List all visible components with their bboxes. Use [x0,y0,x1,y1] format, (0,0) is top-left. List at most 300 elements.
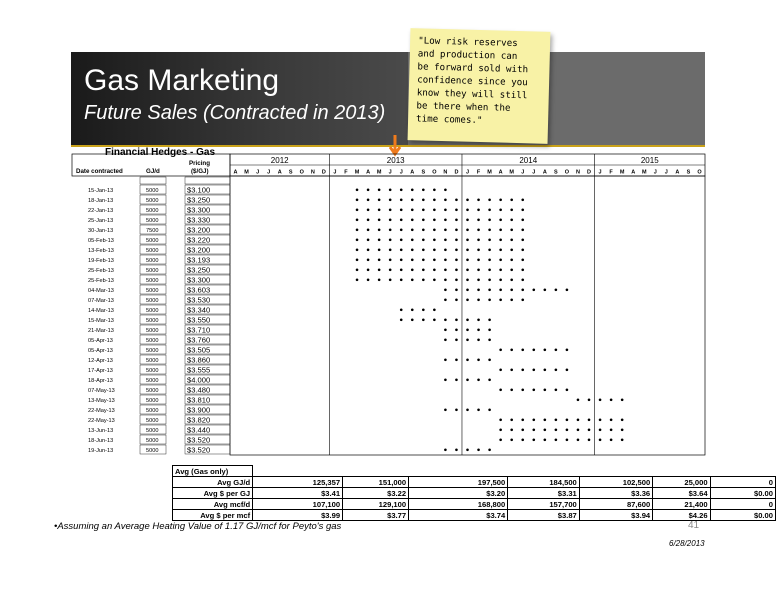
gjd-value: 5000 [146,268,159,274]
hedge-dot [367,279,370,282]
price-value: $3.530 [187,295,211,305]
month-label: A [675,169,680,176]
hedge-dot [444,199,447,202]
hedge-dot [588,419,591,422]
hedge-dot [532,289,535,292]
hedge-dot [356,279,359,282]
hedge-dot [466,229,469,232]
hedge-dot [499,299,502,302]
hedge-dot [433,309,436,312]
summary-row [173,499,776,510]
hedge-dot [566,289,569,292]
hedge-dot [499,429,502,432]
hedge-dot [444,209,447,212]
hedge-dot [400,209,403,212]
hedge-dot [477,289,480,292]
hedge-dot [367,209,370,212]
price-value: $3.810 [187,395,211,405]
hedge-dot [510,199,513,202]
hedge-dot [455,209,458,212]
hedge-dot [499,269,502,272]
month-label: A [277,169,282,176]
hedge-dot [521,279,524,282]
hedge-dot [444,379,447,382]
month-label: O [299,169,304,176]
hedge-dot [466,259,469,262]
col-header-pricing-unit: ($/GJ) [191,168,209,175]
gjd-value: 5000 [146,258,159,264]
hedge-dot [477,379,480,382]
hedge-dot [367,249,370,252]
summary-value: 102,500 [579,477,652,488]
table-title: Financial Hedges - Gas [105,147,216,158]
hedge-dot [389,269,392,272]
summary-value: $0.00 [710,510,775,521]
month-label: A [498,169,503,176]
hedge-dot [433,249,436,252]
summary-value: 107,100 [253,499,343,510]
hedge-dot [555,289,558,292]
page-subtitle: Future Sales (Contracted in 2013) [84,102,386,124]
hedge-dot [466,289,469,292]
month-label: J [388,169,392,176]
hedge-dot [466,209,469,212]
month-label: M [487,169,492,176]
hedge-dot [455,229,458,232]
date-cell: 15-Jan-13 [88,188,114,194]
summary-value: $0.00 [710,488,775,499]
hedge-dot [422,259,425,262]
hedge-dot [588,439,591,442]
hedge-dot [488,409,491,412]
hedge-dot [610,399,613,402]
hedge-dot [444,229,447,232]
hedge-dot [510,229,513,232]
hedge-dot [378,229,381,232]
hedge-dot [433,239,436,242]
hedge-dot [411,209,414,212]
hedge-dot [610,439,613,442]
hedge-dot [510,289,513,292]
hedge-dot [532,419,535,422]
gjd-value: 5000 [146,358,159,364]
month-label: O [697,169,702,176]
hedge-dot [455,409,458,412]
month-label: M [619,169,625,176]
hedge-dot [521,419,524,422]
price-value: $4.000 [187,375,211,385]
hedge-dot [599,419,602,422]
hedge-dot [422,269,425,272]
month-label: O [432,169,437,176]
month-label: D [454,169,459,176]
date-cell: 19-Feb-13 [88,258,114,264]
hedge-dot [389,209,392,212]
hedge-dot [367,189,370,192]
hedge-dot [444,299,447,302]
hedge-dot [499,279,502,282]
hedge-dot [499,389,502,392]
hedge-dot [510,209,513,212]
hedge-dot [389,189,392,192]
month-label: S [421,169,426,176]
summary-row [173,477,776,488]
hedge-dot [477,269,480,272]
summary-heading-row [173,466,776,477]
hedge-dot [400,279,403,282]
month-label: A [542,169,547,176]
hedge-dot [422,189,425,192]
hedge-dot [400,239,403,242]
price-value: $3.900 [187,405,211,415]
hedge-dot [477,339,480,342]
summary-value: $3.22 [343,488,409,499]
summary-value: $3.36 [579,488,652,499]
hedge-dot [499,259,502,262]
month-label: J [664,169,668,176]
hedge-dot [433,279,436,282]
summary-value: $3.99 [253,510,343,521]
summary-value: $3.87 [508,510,580,521]
month-label: J [399,169,403,176]
hedge-dot [555,389,558,392]
month-label: F [476,169,481,176]
hedge-dot [566,389,569,392]
hedge-dot [466,319,469,322]
hedge-dot [521,269,524,272]
gjd-value: 5000 [146,188,159,194]
month-label: J [532,169,536,176]
hedge-dot [422,309,425,312]
hedge-dot [444,449,447,452]
month-label: D [321,169,326,176]
hedge-dot [588,399,591,402]
hedge-dot [466,299,469,302]
hedge-dot [378,209,381,212]
price-value: $3.250 [187,265,211,275]
summary-value: 151,000 [343,477,409,488]
gjd-value: 5000 [146,318,159,324]
grid-body-box [230,176,705,455]
summary-value: 184,500 [508,477,580,488]
hedge-dot [621,399,624,402]
hedge-dot [488,319,491,322]
hedge-dot [466,239,469,242]
month-label: A [410,169,415,176]
hedge-dot [521,369,524,372]
hedge-dot [466,329,469,332]
hedge-dot [488,269,491,272]
price-value: $3.710 [187,325,211,335]
month-label: J [521,169,525,176]
hedge-dot [411,229,414,232]
hedge-dot [488,359,491,362]
date-cell: 30-Jan-13 [88,228,114,234]
month-label: A [366,169,371,176]
date-cell: 18-Jun-13 [88,438,114,444]
summary-heading: Avg (Gas only) [173,466,253,477]
hedge-dot [499,419,502,422]
hedge-dot [510,249,513,252]
summary-value: 197,500 [409,477,508,488]
hedge-dot [356,249,359,252]
hedge-dot [455,329,458,332]
summary-value: 0 [710,477,775,488]
hedge-dot [510,299,513,302]
date-cell: 25-Feb-13 [88,278,114,284]
hedge-dot [499,249,502,252]
hedge-dot [466,379,469,382]
hedge-dot [577,419,580,422]
date-cell: 04-Mar-13 [88,288,114,294]
hedge-dot [400,189,403,192]
hedge-dot [378,259,381,262]
hedge-dot [477,249,480,252]
hedge-dot [367,199,370,202]
hedge-dot [455,319,458,322]
hedge-dot [510,439,513,442]
gjd-header-spacer [140,177,166,184]
hedge-dot [389,229,392,232]
summary-value: 129,100 [343,499,409,510]
date-cell: 07-Mar-13 [88,298,114,304]
month-label: J [598,169,602,176]
month-label: A [233,169,238,176]
hedge-dot [411,259,414,262]
page-title: Gas Marketing [84,64,280,97]
summary-value: 87,600 [579,499,652,510]
hedge-dot [356,229,359,232]
gjd-value: 5000 [146,278,159,284]
hedge-dot [444,219,447,222]
hedge-dot [477,199,480,202]
date-cell: 07-May-13 [88,388,115,394]
hedge-dot [544,429,547,432]
hedge-dot [488,249,491,252]
hedge-dot [422,219,425,222]
price-value: $3.555 [187,365,211,375]
hedge-dot [488,279,491,282]
hedge-dot [400,229,403,232]
hedge-dot [466,339,469,342]
price-value: $3.340 [187,305,211,315]
hedge-dot [499,199,502,202]
hedge-dot [356,269,359,272]
page-number: 41 [688,520,700,531]
hedge-dot [389,259,392,262]
date-cell: 22-May-13 [88,408,115,414]
summary-value: $3.77 [343,510,409,521]
hedge-dot [488,449,491,452]
date-cell: 05-Feb-13 [88,238,114,244]
hedge-dot [411,219,414,222]
hedge-dot [455,199,458,202]
hedge-dot [510,219,513,222]
hedge-dot [400,269,403,272]
price-value: $3.760 [187,335,211,345]
date-cell: 22-Jan-13 [88,208,114,214]
hedge-dot [433,219,436,222]
hedge-dot [389,249,392,252]
hedge-dot [510,389,513,392]
hedge-dot [444,259,447,262]
hedge-dot [532,439,535,442]
hedge-dot [356,239,359,242]
hedge-dot [455,269,458,272]
hedge-dot [466,199,469,202]
month-label: F [609,169,613,176]
hedge-dot [455,339,458,342]
hedge-dot [378,189,381,192]
hedge-dot [400,319,403,322]
hedge-dot [411,279,414,282]
summary-value: 168,800 [409,499,508,510]
hedge-dot [477,449,480,452]
hedge-dot [621,419,624,422]
hedge-dot [455,279,458,282]
month-label: F [344,169,348,176]
hedge-dot [477,329,480,332]
price-value: $3.250 [187,195,211,205]
price-value: $3.550 [187,315,211,325]
date-cell: 05-Apr-13 [88,338,113,344]
summary-value: $3.64 [653,488,710,499]
hedge-dot [367,259,370,262]
gjd-value: 5000 [146,408,159,414]
month-label: M [509,169,514,176]
hedge-dot [378,279,381,282]
hedge-dot [466,249,469,252]
month-label: J [256,169,260,176]
hedge-dot [544,439,547,442]
hedge-dot [433,229,436,232]
hedge-dot [499,219,502,222]
gjd-value: 5000 [146,208,159,214]
hedge-dot [466,269,469,272]
price-value: $3.603 [187,285,211,295]
hedge-dot [488,229,491,232]
hedge-dot [433,209,436,212]
hedge-dot [532,429,535,432]
gjd-value: 5000 [146,308,159,314]
date-cell: 22-May-13 [88,418,115,424]
summary-row [173,488,776,499]
hedge-dot [566,349,569,352]
date-cell: 17-Apr-13 [88,368,113,374]
gjd-value: 5000 [146,418,159,424]
hedge-dot [555,439,558,442]
summary-label: Avg $ per mcf [173,510,253,521]
month-label: J [653,169,657,176]
gjd-value: 5000 [146,388,159,394]
hedge-dot [488,209,491,212]
hedge-dot [588,429,591,432]
hedge-dot [455,219,458,222]
hedge-dot [444,359,447,362]
year-label: 2012 [270,156,289,165]
hedge-dot [477,219,480,222]
hedge-dot [521,389,524,392]
hedge-dot [544,389,547,392]
hedge-dot [411,309,414,312]
hedge-dot [356,199,359,202]
hedge-dot [433,199,436,202]
hedge-dot [510,269,513,272]
gjd-value: 7500 [146,228,159,234]
footnote: •Assuming an Average Heating Value of 1.17 GJ/mcf for Peyto's gas [54,521,342,532]
hedge-dot [356,219,359,222]
price-value: $3.300 [187,205,211,215]
gjd-value: 5000 [146,368,159,374]
hedge-dot [488,259,491,262]
hedge-dot [510,279,513,282]
hedge-dot [532,349,535,352]
hedge-dot [411,319,414,322]
price-value: $3.100 [187,185,211,195]
hedge-dot [510,419,513,422]
month-label: O [564,169,570,176]
price-value: $3.480 [187,385,211,395]
price-value: $3.330 [187,215,211,225]
hedge-dot [510,369,513,372]
gjd-value: 5000 [146,288,159,294]
gjd-value: 5000 [146,448,159,454]
hedge-dot [521,439,524,442]
month-label: D [587,169,592,176]
hedge-dot [510,259,513,262]
hedge-dot [367,239,370,242]
hedge-dot [466,359,469,362]
hedge-dot [488,379,491,382]
hedge-dot [577,429,580,432]
hedge-dot [521,289,524,292]
month-label: J [333,169,337,176]
hedge-dot [499,349,502,352]
hedge-dot [367,219,370,222]
hedge-dot [599,439,602,442]
date-cell: 15-Mar-13 [88,318,114,324]
hedge-dot [499,209,502,212]
hedge-dot [599,399,602,402]
price-value: $3.220 [187,235,211,245]
hedge-dot [477,409,480,412]
hedge-dot [521,229,524,232]
hedge-dot [356,189,359,192]
hedge-dot [477,319,480,322]
month-label: M [376,169,382,176]
hedge-dot [444,289,447,292]
gjd-value: 5000 [146,348,159,354]
price-header-spacer [185,177,230,184]
summary-value: 21,400 [653,499,710,510]
hedge-dot [544,419,547,422]
hedge-dot [400,199,403,202]
month-label: A [631,169,636,176]
month-label: J [267,169,271,176]
hedge-dot [510,239,513,242]
date-cell: 21-Mar-13 [88,328,114,334]
summary-value: $3.94 [579,510,652,521]
month-label: M [641,169,647,176]
hedge-dot [577,399,580,402]
hedge-dot [444,329,447,332]
gjd-value: 5000 [146,438,159,444]
hedge-dot [566,369,569,372]
hedge-dot [466,219,469,222]
hedge-dot [444,339,447,342]
hedge-dot [521,349,524,352]
price-value: $3.505 [187,345,211,355]
